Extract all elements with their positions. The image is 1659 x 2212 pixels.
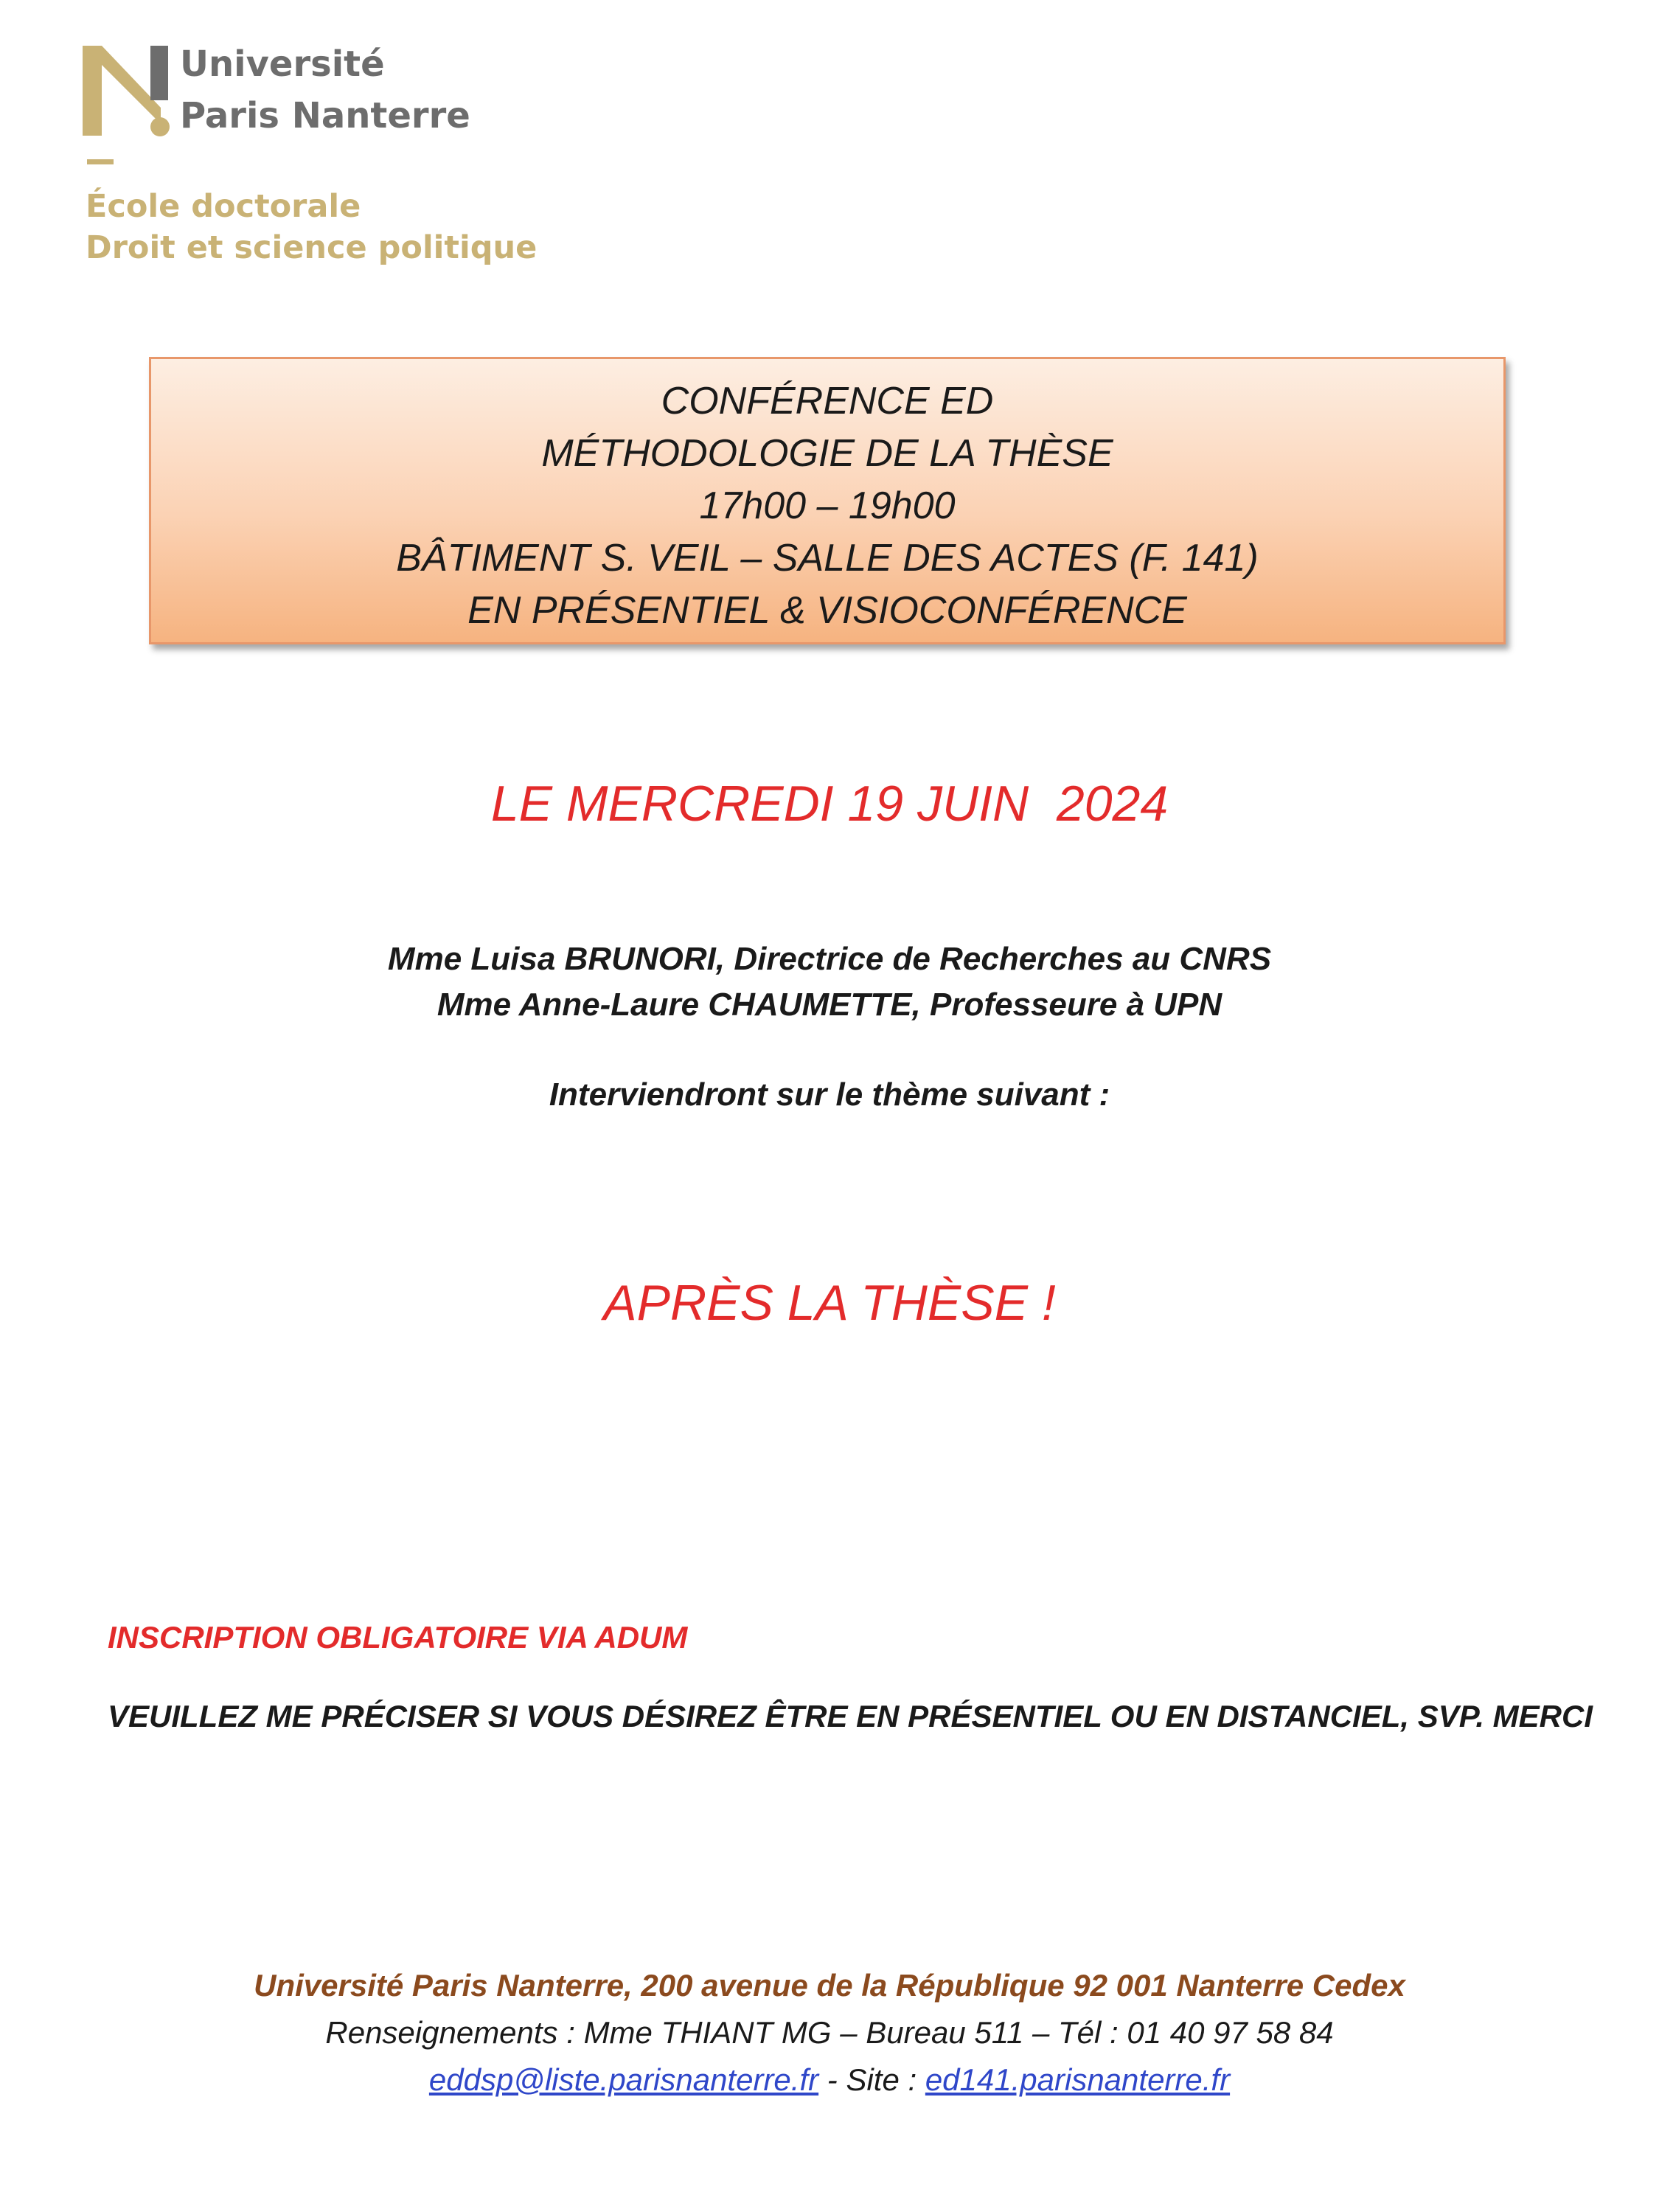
doctoral-school-line2: Droit et science politique bbox=[86, 229, 538, 266]
site-separator: - Site : bbox=[818, 2062, 925, 2097]
registration-notice: INSCRIPTION OBLIGATOIRE VIA ADUM bbox=[108, 1620, 688, 1655]
banner-line-subject: MÉTHODOLOGIE DE LA THÈSE bbox=[541, 432, 1113, 475]
footer-address: Université Paris Nanterre, 200 avenue de la République 92 001 Nanterre Cedex bbox=[254, 1968, 1405, 2003]
banner-line-format: EN PRÉSENTIEL & VISIOCONFÉRENCE bbox=[467, 589, 1187, 632]
footer-contact-info: Renseignements : Mme THIANT MG – Bureau 511 – Tél : 01 40 97 58 84 bbox=[325, 2015, 1334, 2050]
event-date: LE MERCREDI 19 JUIN 2024 bbox=[490, 776, 1169, 832]
university-logo-mark-icon bbox=[81, 41, 177, 137]
attendance-note: VEUILLEZ ME PRÉCISER SI VOUS DÉSIREZ ÊTRE EN PRÉSENTIEL OU EN DISTANCIEL, SVP. MERCI bbox=[108, 1699, 1593, 1733]
university-name bbox=[180, 38, 470, 142]
doctoral-school-line1: École doctorale bbox=[86, 188, 361, 225]
banner-line-time: 17h00 – 19h00 bbox=[699, 484, 956, 527]
speaker-item: Mme Luisa BRUNORI, Directrice de Recherches au CNRS bbox=[387, 941, 1272, 977]
speakers-list bbox=[0, 936, 1659, 1028]
university-name-line2: Paris Nanterre bbox=[180, 95, 470, 136]
university-name-line1: Université bbox=[180, 44, 385, 85]
logo-divider bbox=[87, 159, 114, 164]
site-link[interactable]: ed141.parisnanterre.fr bbox=[925, 2062, 1231, 2097]
banner-line-location: BÂTIMENT S. VEIL – SALLE DES ACTES (F. 141) bbox=[396, 537, 1259, 580]
footer-links bbox=[0, 2058, 1659, 2102]
theme-intro: Interviendront sur le thème suivant : bbox=[549, 1077, 1110, 1113]
conference-banner bbox=[149, 357, 1506, 644]
email-link[interactable]: eddsp@liste.parisnanterre.fr bbox=[428, 2062, 819, 2097]
banner-line-title: CONFÉRENCE ED bbox=[661, 380, 994, 422]
speaker-item: Mme Anne-Laure CHAUMETTE, Professeure à UPN bbox=[437, 987, 1222, 1023]
event-theme: APRÈS LA THÈSE ! bbox=[603, 1275, 1056, 1331]
doctoral-school-name bbox=[86, 186, 537, 268]
